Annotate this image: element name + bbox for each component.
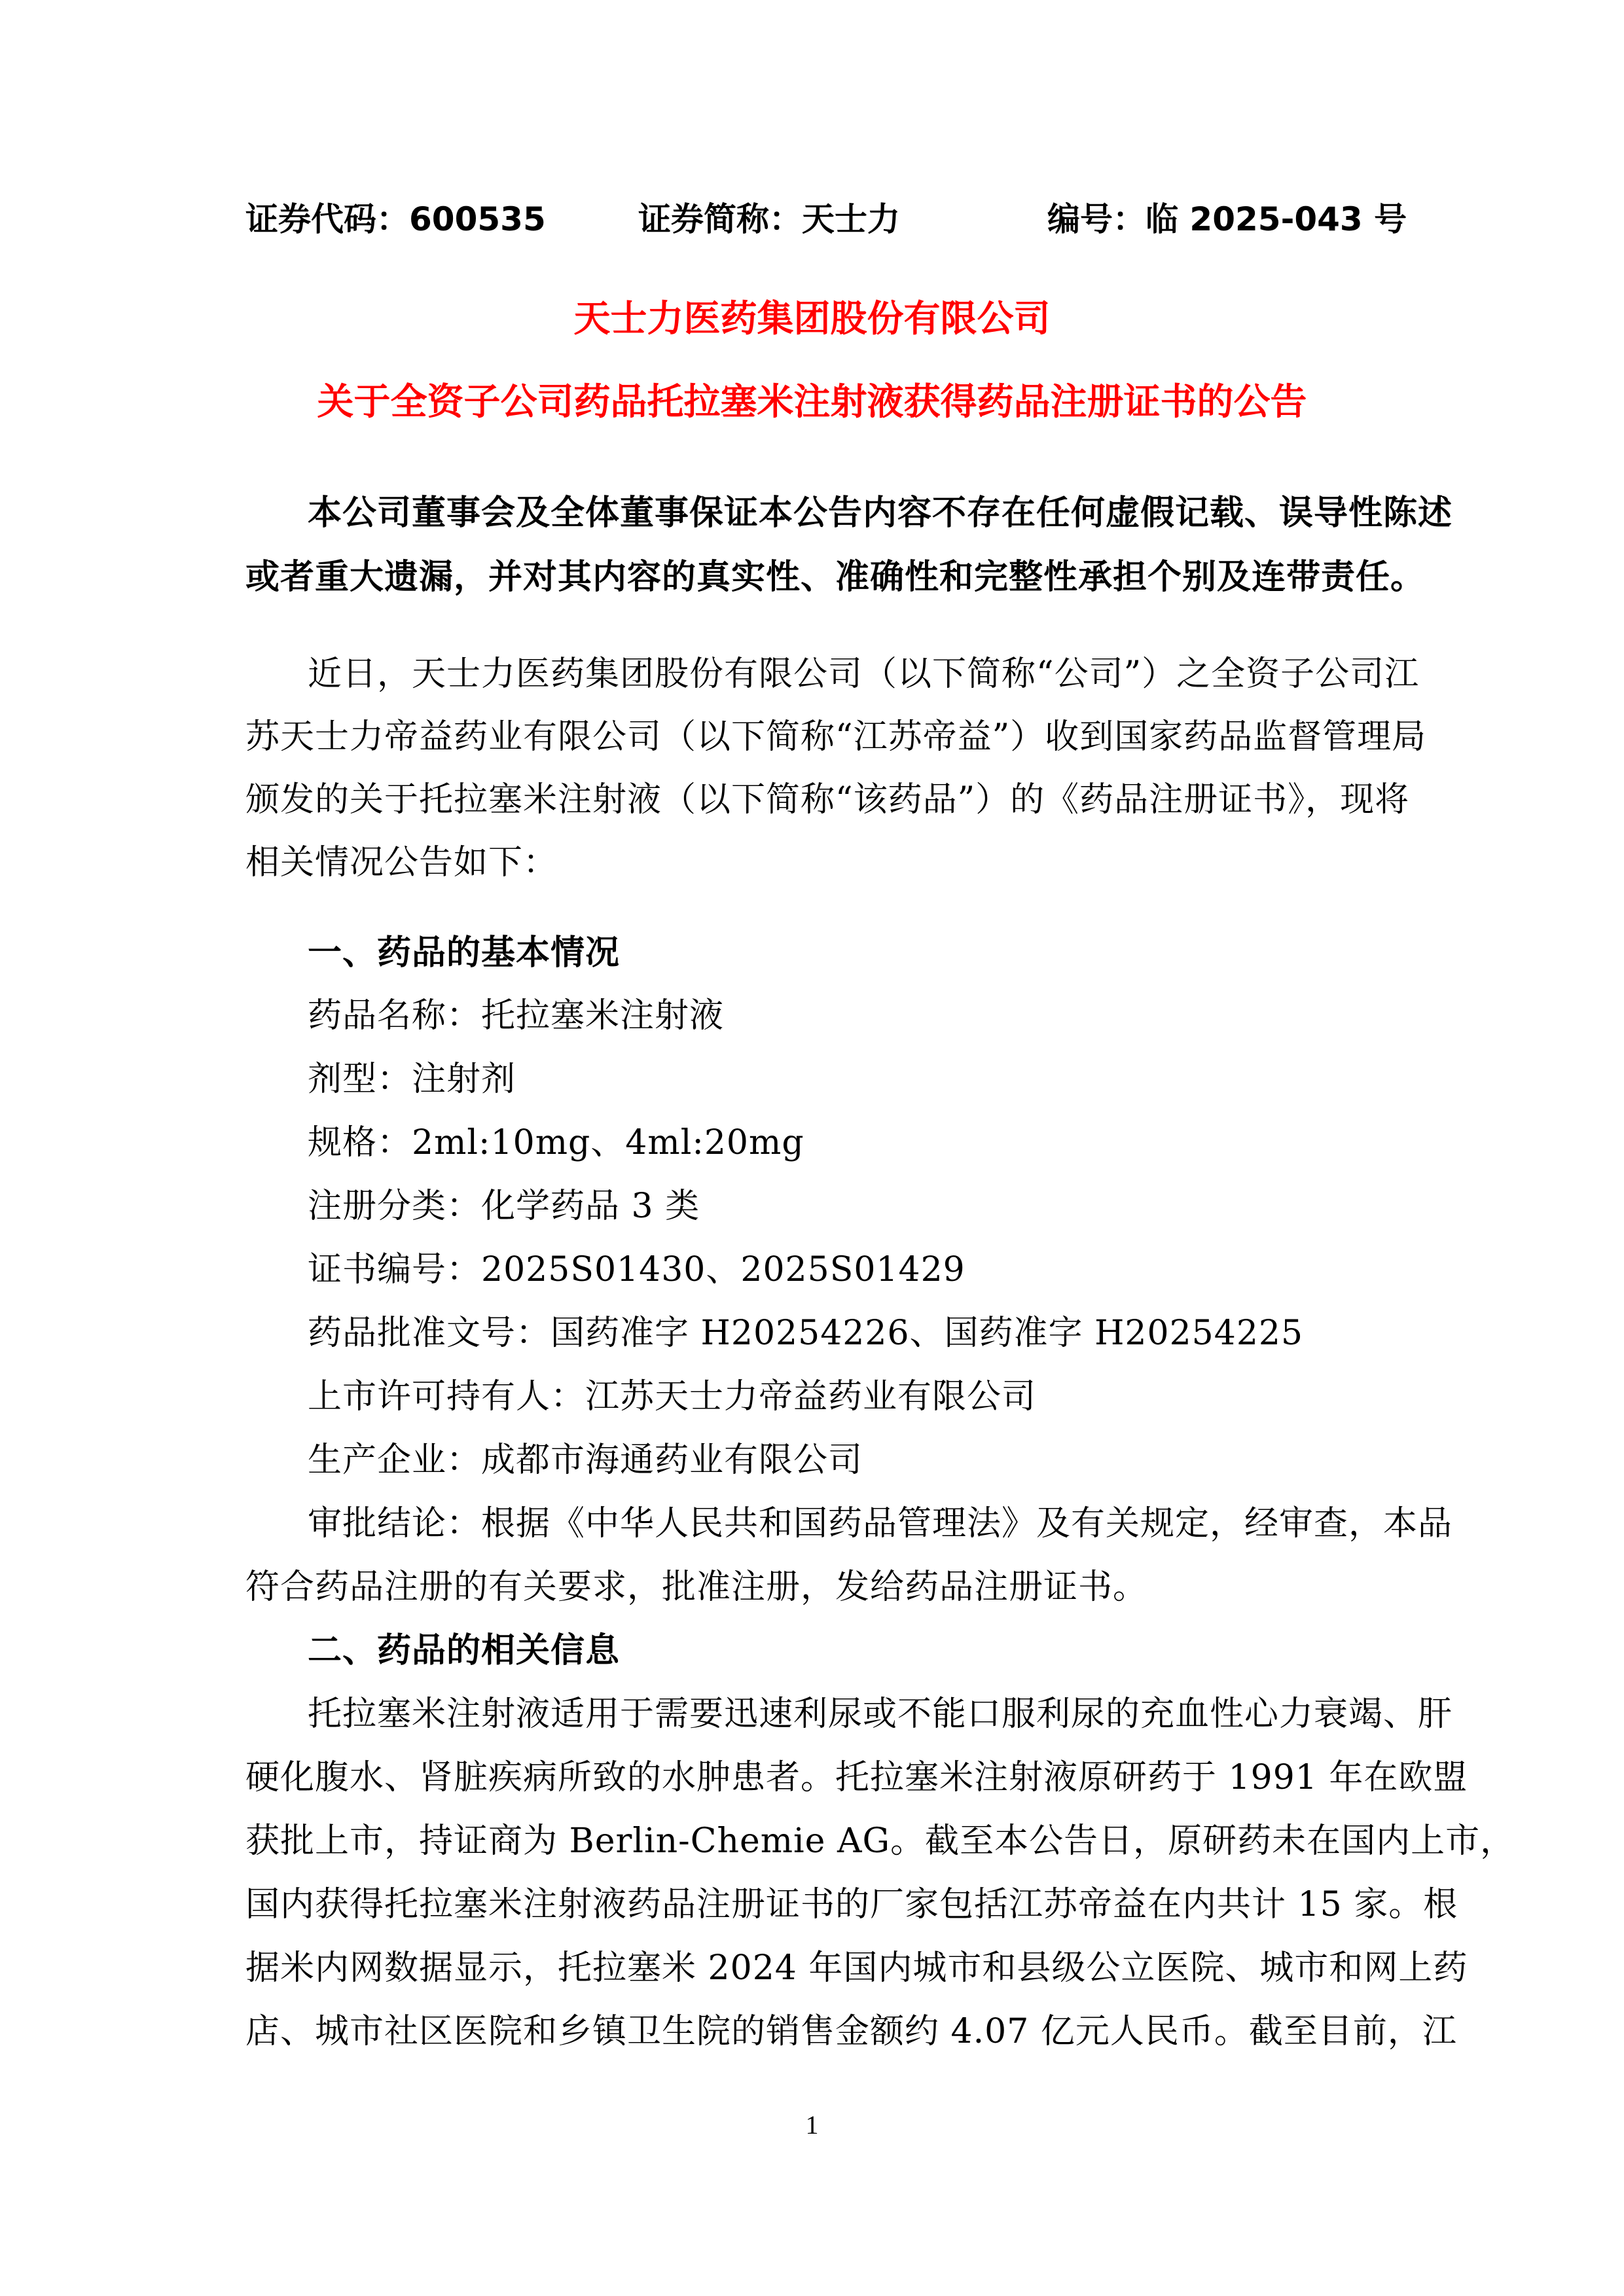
stock-short-name: 证券简称：天士力 bbox=[638, 200, 900, 238]
related-info-line: 据米内网数据显示，托拉塞米 2024 年国内城市和县级公立医院、城市和网上药 bbox=[245, 1948, 1468, 1988]
info-conclusion-line: 符合药品注册的有关要求，批准注册，发给药品注册证书。 bbox=[245, 1568, 1148, 1607]
announcement-title: 关于全资子公司药品托拉塞米注射液获得药品注册证书的公告 bbox=[317, 381, 1307, 423]
intro-line: 颁发的关于托拉塞米注射液（以下简称“该药品”）的《药品注册证书》，现将 bbox=[245, 780, 1410, 819]
related-info-line: 获批上市，持证商为 Berlin-Chemie AG。截至本公告日，原研药未在国内上市， bbox=[245, 1821, 1515, 1861]
info-drug-name: 药品名称：托拉塞米注射液 bbox=[308, 996, 725, 1035]
intro-line: 相关情况公告如下： bbox=[245, 843, 558, 882]
info-mah: 上市许可持有人：江苏天士力帝益药业有限公司 bbox=[308, 1377, 1037, 1416]
announcement-header bbox=[245, 196, 1407, 242]
related-info-line: 国内获得托拉塞米注射液药品注册证书的厂家包括江苏帝益在内共计 15 家。根 bbox=[245, 1885, 1458, 1924]
intro-line: 近日，天士力医药集团股份有限公司（以下简称“公司”）之全资子公司江 bbox=[308, 655, 1420, 694]
info-dosage-form: 剂型：注射剂 bbox=[308, 1060, 516, 1099]
section-heading: 一、药品的基本情况 bbox=[308, 933, 621, 973]
stock-code: 证券代码：600535 bbox=[245, 200, 546, 238]
related-info-line: 托拉塞米注射液适用于需要迅速利尿或不能口服利尿的充血性心力衰竭、肝 bbox=[308, 1695, 1453, 1734]
page-number: 1 bbox=[805, 2110, 819, 2140]
info-manufacturer: 生产企业：成都市海通药业有限公司 bbox=[308, 1441, 863, 1480]
info-conclusion-line: 审批结论：根据《中华人民共和国药品管理法》及有关规定，经审查，本品 bbox=[308, 1504, 1453, 1543]
related-info-line: 硬化腹水、肾脏疾病所致的水肿患者。托拉塞米注射液原研药于 1991 年在欧盟 bbox=[245, 1758, 1468, 1797]
info-approval-number: 药品批准文号：国药准字 H20254226、国药准字 H20254225 bbox=[308, 1314, 1304, 1353]
company-title: 天士力医药集团股份有限公司 bbox=[573, 298, 1051, 340]
related-info-line: 店、城市社区医院和乡镇卫生院的销售金额约 4.07 亿元人民币。截至目前，江 bbox=[245, 2012, 1457, 2051]
info-registration-class: 注册分类：化学药品 3 类 bbox=[308, 1187, 700, 1226]
disclaimer-line: 本公司董事会及全体董事保证本公告内容不存在任何虚假记载、误导性陈述 bbox=[308, 493, 1453, 533]
announcement-serial-number: 编号：临 2025-043 号 bbox=[1047, 200, 1407, 238]
info-certificate-number: 证书编号：2025S01430、2025S01429 bbox=[308, 1250, 965, 1289]
disclaimer-line: 或者重大遗漏，并对其内容的真实性、准确性和完整性承担个别及连带责任。 bbox=[245, 558, 1426, 597]
section-heading: 二、药品的相关信息 bbox=[308, 1631, 621, 1670]
info-specification: 规格：2ml:10mg、4ml:20mg bbox=[308, 1123, 804, 1162]
intro-line: 苏天士力帝益药业有限公司（以下简称“江苏帝益”）收到国家药品监督管理局 bbox=[245, 717, 1427, 757]
